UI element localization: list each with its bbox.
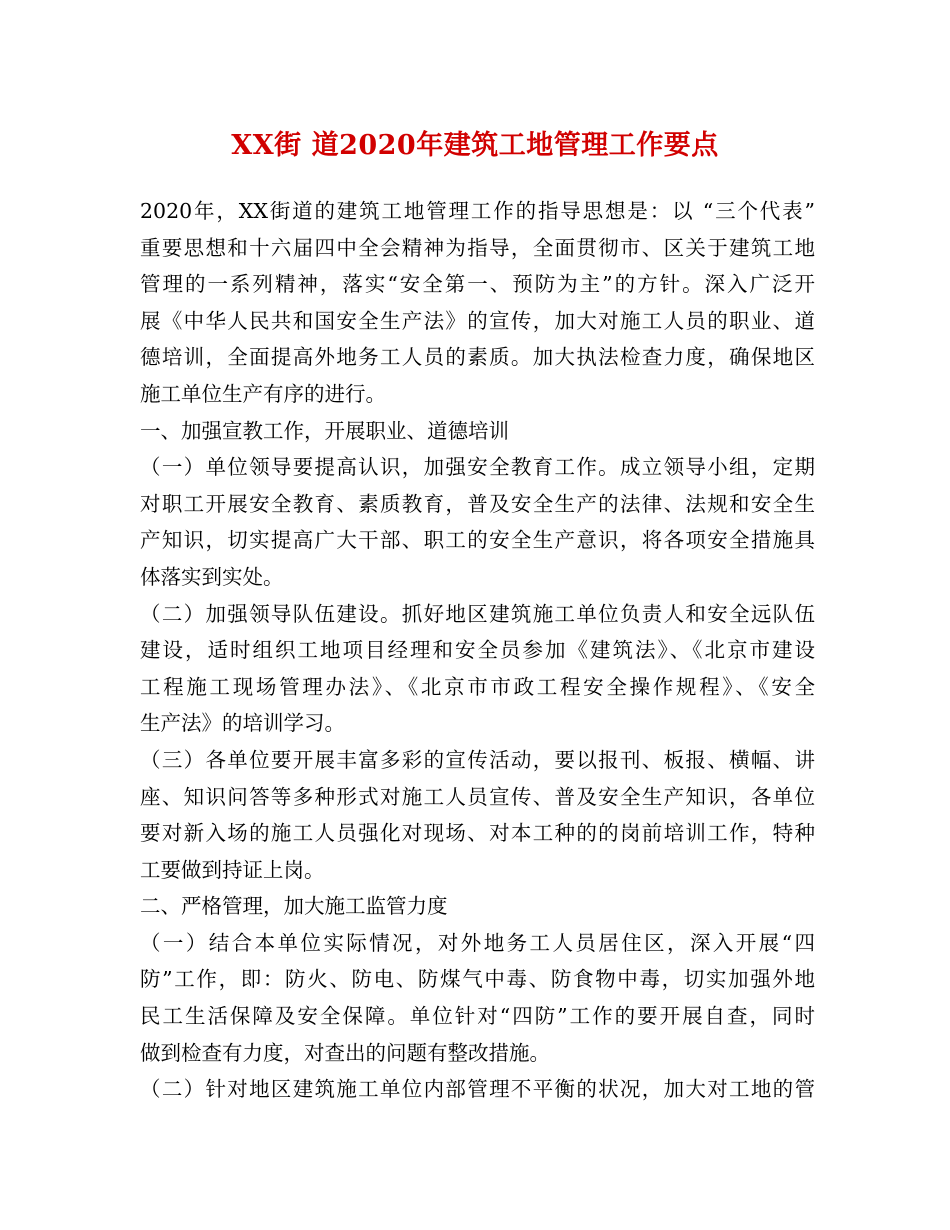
body-line: 施工单位生产有序的进行。	[140, 381, 386, 406]
body-line: 展《中华人民共和国安全生产法》的宣传，加大对施工人员的职业、道	[140, 308, 815, 333]
body-line: 做到检查有力度，对查出的问题有整改措施。	[140, 1040, 550, 1065]
body-line: 对职工开展安全教育、素质教育，普及安全生产的法律、法规和安全生	[140, 491, 815, 516]
body-line: 防”工作，即：防火、防电、防煤气中毒、防食物中毒，切实加强外地	[140, 967, 815, 992]
body-line: 产知识，切实提高广大干部、职工的安全生产意识，将各项安全措施具	[140, 528, 815, 553]
body-line: 二、严格管理，加大施工监管力度	[140, 894, 448, 919]
body-line: （二）针对地区建筑施工单位内部管理不平衡的状况，加大对工地的管	[140, 1077, 815, 1102]
body-line: 德培训，全面提高外地务工人员的素质。加大执法检查力度，确保地区	[140, 345, 815, 370]
body-line: 要对新入场的施工人员强化对现场、对本工种的的岗前培训工作，特种	[140, 821, 815, 846]
document-title: XX街 道2020年建筑工地管理工作要点	[231, 130, 719, 161]
body-line: （二）加强领导队伍建设。抓好地区建筑施工单位负责人和安全远队伍	[140, 601, 815, 626]
body-line: 建设，适时组织工地项目经理和安全员参加《建筑法》、《北京市建设	[140, 638, 815, 663]
document-body	[140, 193, 815, 1108]
body-line: （一）结合本单位实际情况，对外地务工人员居住区，深入开展“四	[140, 930, 815, 955]
body-line: 2020年，XX街道的建筑工地管理工作的指导思想是：以 “三个代表”	[140, 199, 815, 223]
body-line: 生产法》的培训学习。	[140, 711, 345, 736]
body-line: 工程施工现场管理办法》、《北京市市政工程安全操作规程》、《安全	[140, 674, 815, 699]
body-line: （一）单位领导要提高认识，加强安全教育工作。成立领导小组，定期	[140, 455, 815, 480]
body-line: 重要思想和十六届四中全会精神为指导，全面贯彻市、区关于建筑工地	[140, 235, 815, 260]
body-line: 管理的一系列精神，落实“安全第一、预防为主”的方针。深入广泛开	[140, 272, 815, 297]
body-line: 一、加强宣教工作，开展职业、道德培训	[140, 418, 509, 443]
body-line: 民工生活保障及安全保障。单位针对“四防”工作的要开展自查，同时	[140, 1004, 815, 1029]
body-line: 座、知识问答等多种形式对施工人员宣传、普及安全生产知识，各单位	[140, 784, 815, 809]
body-line: （三）各单位要开展丰富多彩的宣传活动，要以报刊、板报、横幅、讲	[140, 747, 815, 772]
body-line: 工要做到持证上岗。	[140, 857, 325, 882]
body-line: 体落实到实处。	[140, 564, 284, 589]
